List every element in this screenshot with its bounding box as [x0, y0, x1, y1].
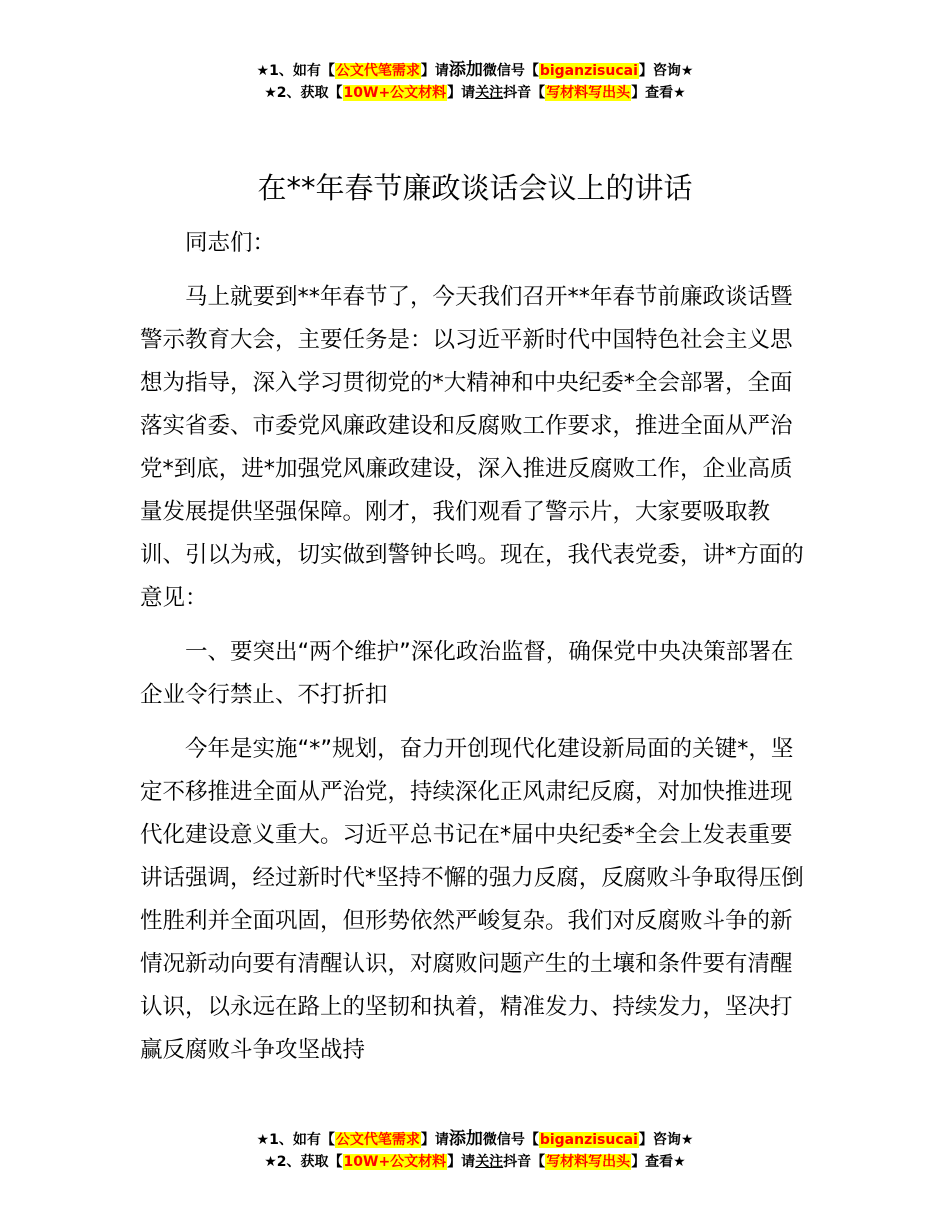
banner-text: 】请 [420, 63, 449, 79]
banner-text: 】咨询★ [638, 63, 694, 79]
banner-text: 】请 [420, 1132, 449, 1148]
banner-highlight: 公文代笔需求 [335, 1132, 420, 1148]
banner-highlight: 10W+公文材料 [343, 85, 447, 101]
footer-banner [0, 1128, 950, 1173]
banner-text: ★1、如有【 [256, 63, 335, 79]
banner-text: 】查看★ [631, 1154, 686, 1170]
body-paragraph: 今年是实施“*”规划，奋力开创现代化建设新局面的关键*，坚定不移推进全面从严治党，持续深化正风肃纪反腐，对加快推进现代化建设意义重大。习近平总书记在*届中央纪委*全会上发表重要讲话强调，经过新时代*坚持不懈的强力反腐，反腐败斗争取得压倒性胜利并全面巩固，但形势依然严峻复杂。我们对反腐败斗争的新情况新动向要有清醒认识，对腐败问题产生的土壤和条件要有清醒认识，以永远在路上的坚韧和执着，精准发力、持续发力，坚决打赢反腐败斗争攻坚战持 [140, 736, 804, 1063]
footer-line-2 [0, 1151, 950, 1173]
banner-text: 】查看★ [631, 85, 686, 101]
banner-highlight: 10W+公文材料 [343, 1154, 447, 1170]
body-paragraph: 马上就要到**年春节了，今天我们召开**年春节前廉政谈话暨警示教育大会，主要任务是：以习近平新时代中国特色社会主义思想为指导，深入学习贯彻党的*大精神和中央纪委*全会部署，全面落实省委、市委党风廉政建设和反腐败工作要求，推进全面从严治党*到底，进*加强党风廉政建设，深入推进反腐败工作，企业高质量发展提供坚强保障。刚才，我们观看了警示片，大家要吸取教训、引以为戒，切实做到警钟长鸣。现在，我代表党委，讲*方面的意见： [140, 284, 804, 611]
banner-text: ★2、获取【 [264, 85, 343, 101]
banner-wechat-id: biganzisucai [539, 63, 638, 79]
banner-text: ★1、如有【 [256, 1132, 335, 1148]
banner-emphasis: 添加 [448, 60, 483, 80]
salutation: 同志们： [185, 230, 276, 256]
footer-line-1 [0, 1128, 950, 1151]
banner-douyin-id: 写材料写出头 [546, 85, 631, 101]
banner-emphasis: 添加 [448, 1129, 483, 1149]
document-title: 在**年春节廉政谈话会议上的讲话 [257, 171, 693, 205]
banner-highlight: 公文代笔需求 [335, 63, 420, 79]
banner-text: 微信号【 [482, 1132, 539, 1148]
banner-text: 抖音【 [503, 1154, 546, 1170]
section-heading: 一、要突出“两个维护”深化政治监督，确保党中央决策部署在企业令行禁止、不打折扣 [140, 639, 794, 708]
banner-line-2 [0, 82, 950, 104]
document-body [140, 222, 812, 1072]
banner-douyin-id: 写材料写出头 [546, 1154, 631, 1170]
header-banner [0, 59, 950, 104]
banner-text: ★2、获取【 [264, 1154, 343, 1170]
banner-emphasis: 关注 [475, 1154, 504, 1170]
banner-text: 】请 [447, 85, 476, 101]
banner-line-1 [0, 59, 950, 82]
banner-emphasis: 关注 [475, 85, 504, 101]
banner-text: 抖音【 [503, 85, 546, 101]
banner-text: 微信号【 [482, 63, 539, 79]
banner-text: 】咨询★ [638, 1132, 694, 1148]
banner-text: 】请 [447, 1154, 476, 1170]
banner-wechat-id: biganzisucai [539, 1132, 638, 1148]
